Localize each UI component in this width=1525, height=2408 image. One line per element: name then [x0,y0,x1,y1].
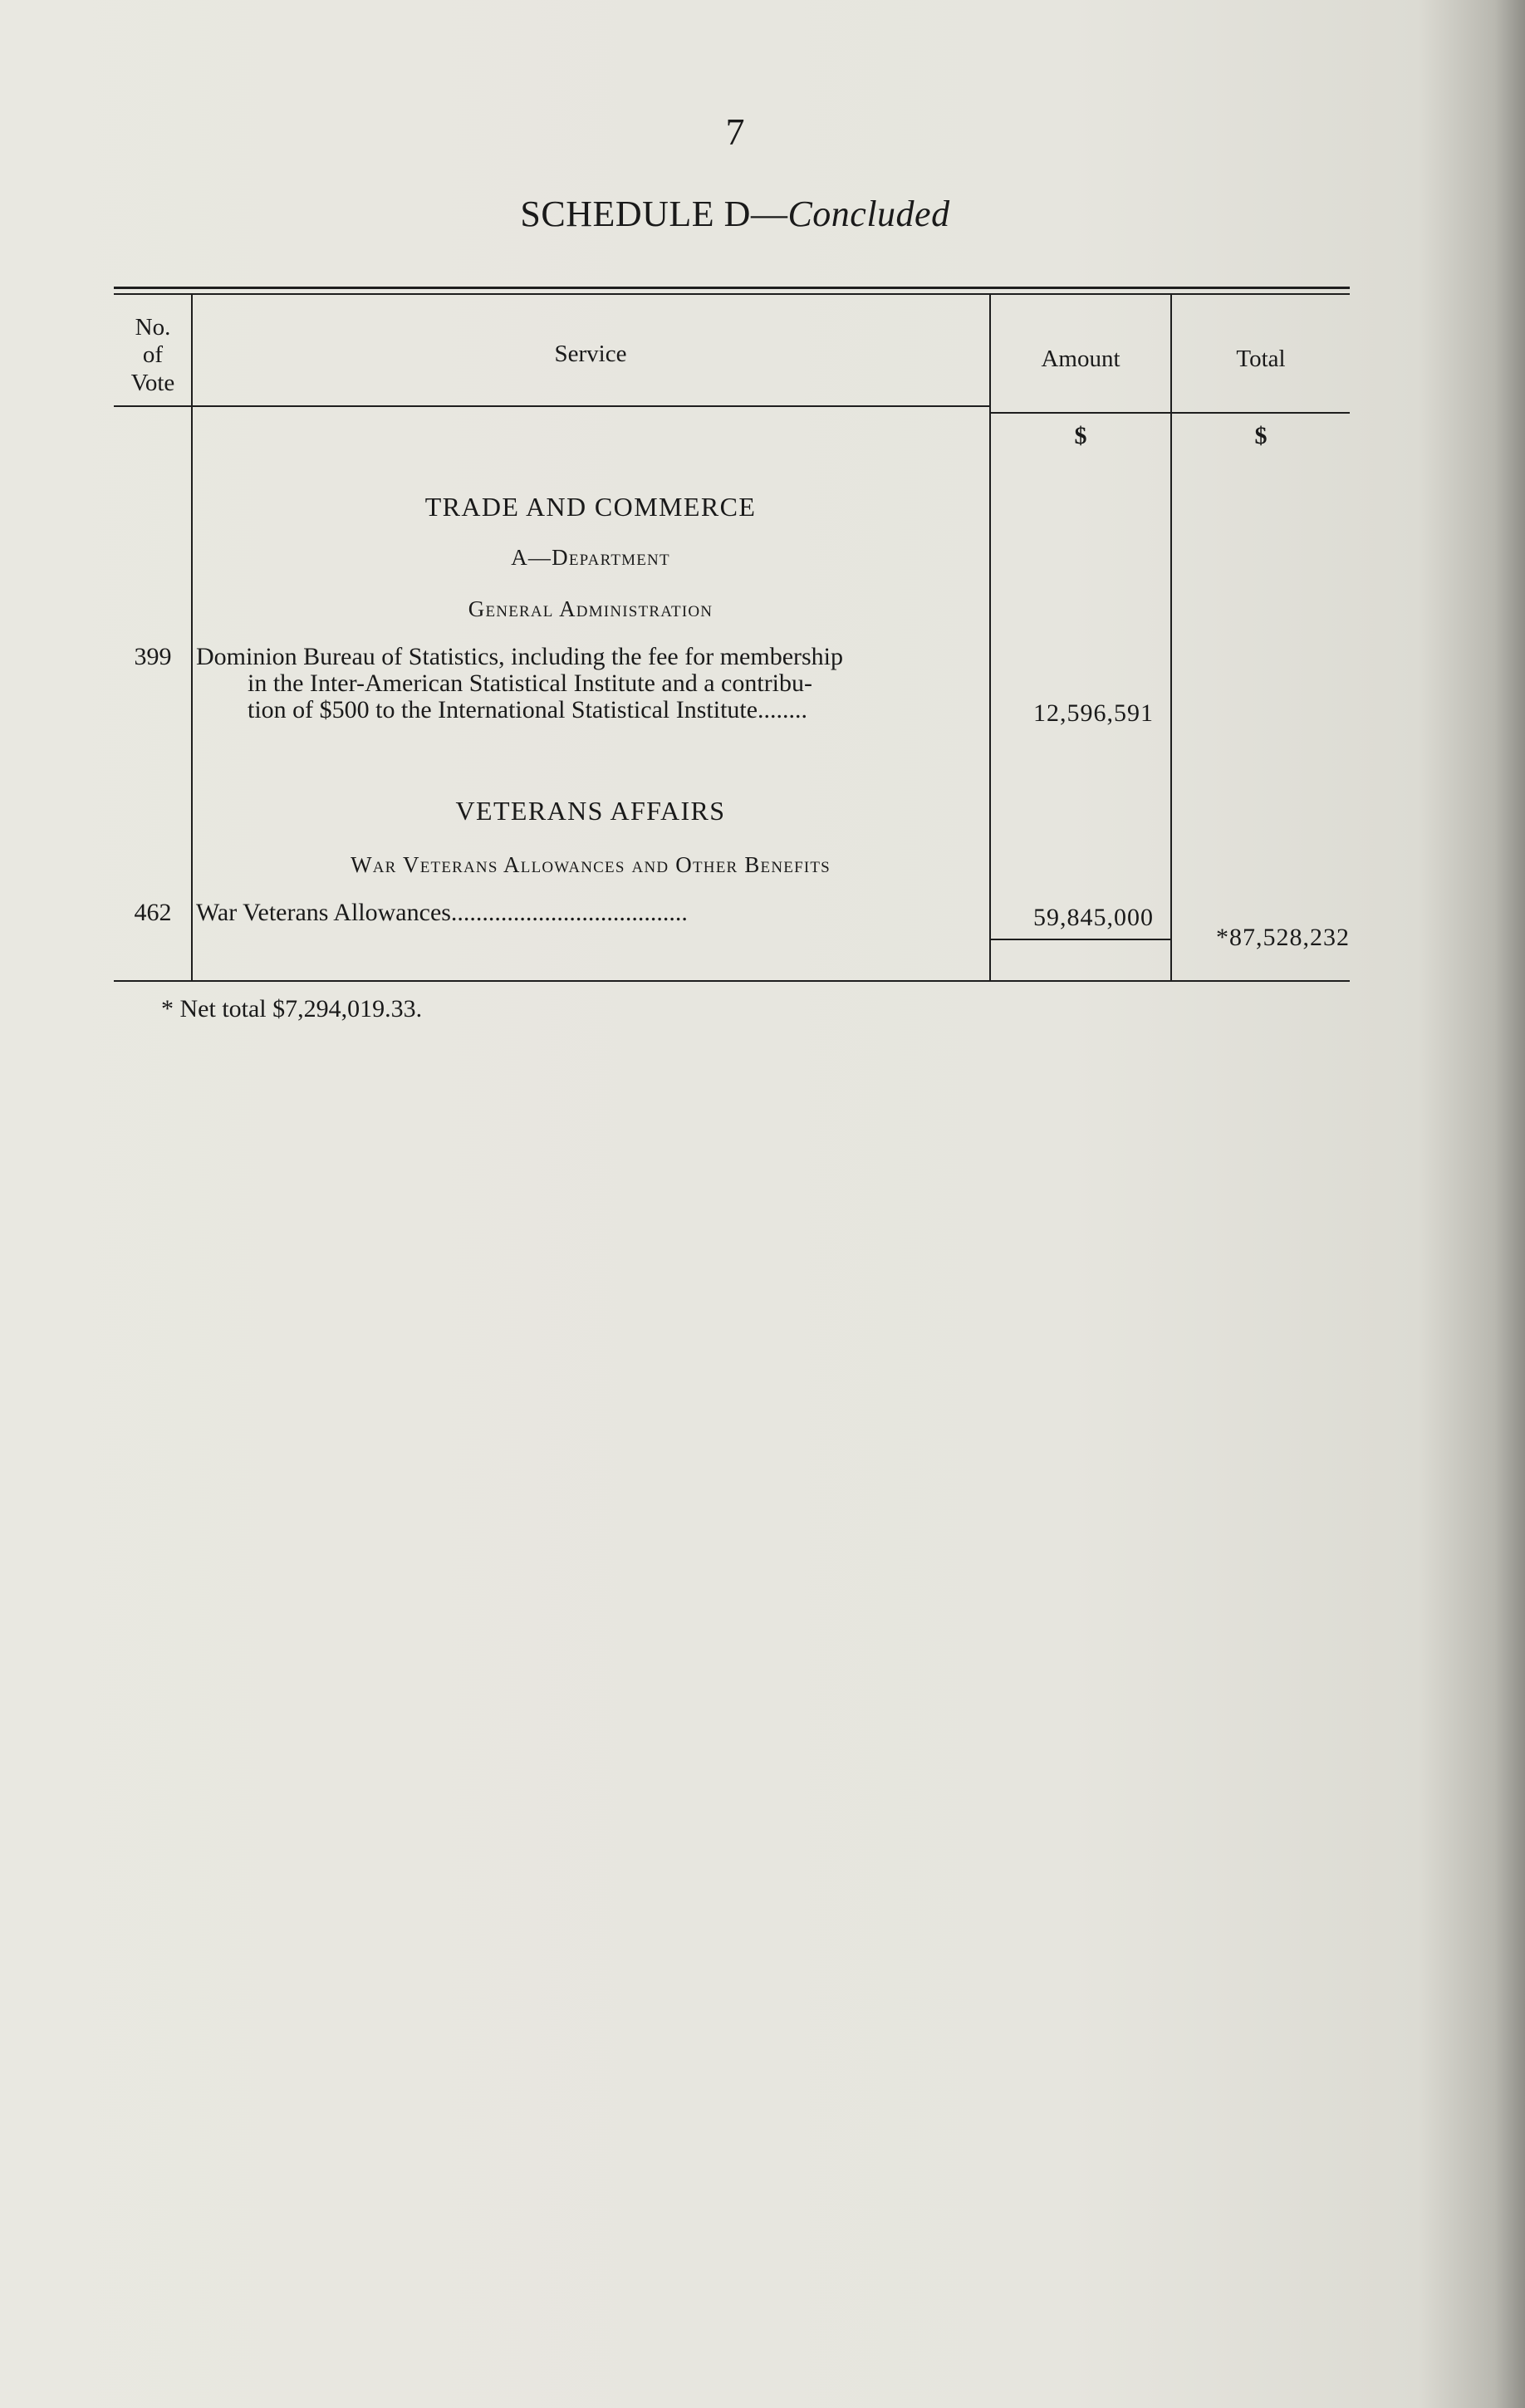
service-description-line: in the Inter-American Statistical Institute and a contribu- [248,669,813,697]
vote-number: 462 [134,899,172,926]
section-title-veterans-affairs: VETERANS AFFAIRS [455,796,726,826]
schedule-title-suffix: Concluded [787,194,950,234]
vote-number: 399 [134,643,172,670]
column-header-amount: Amount [1041,346,1120,372]
subheading-war-veterans-allowances: War Veterans Allowances and Other Benefits [351,852,831,877]
amount-currency-symbol: $ [1074,422,1087,449]
table-top-rule-inner [114,293,1350,295]
subheading-general-administration: General Administration [468,596,713,621]
column-divider-amount [1170,293,1172,980]
column-header-service: Service [554,341,627,367]
service-description-line: Dominion Bureau of Statistics, including the fee for membership [196,643,844,670]
schedule-title [0,193,1470,235]
column-header-total: Total [1236,346,1286,372]
column-header-vote-line: No. [135,314,171,341]
column-divider-service [989,293,991,980]
page-number: 7 [725,110,745,153]
column-header-vote-line: Vote [130,369,175,396]
service-description-line: War Veterans Allowances...................................... [196,899,688,926]
subheading-department: A—Department [511,545,670,570]
schedule-title-main: SCHEDULE D— [520,194,788,234]
table-bottom-rule [114,980,1350,982]
amount-value: 12,596,591 [1033,699,1154,727]
total-currency-symbol: $ [1254,422,1268,449]
service-description-line: tion of $500 to the International Statistical Institute........ [248,696,808,723]
column-header-vote [116,314,189,397]
grand-total-value: *87,528,232 [1216,924,1350,951]
section-title-trade-commerce: TRADE AND COMMERCE [424,492,757,522]
table-top-rule [114,287,1350,289]
column-header-vote-line: of [142,341,164,369]
header-rule-left [114,405,991,407]
amount-value: 59,845,000 [1033,904,1154,931]
footnote: * Net total $7,294,019.33. [161,995,423,1023]
amount-subtotal-rule [991,939,1172,940]
